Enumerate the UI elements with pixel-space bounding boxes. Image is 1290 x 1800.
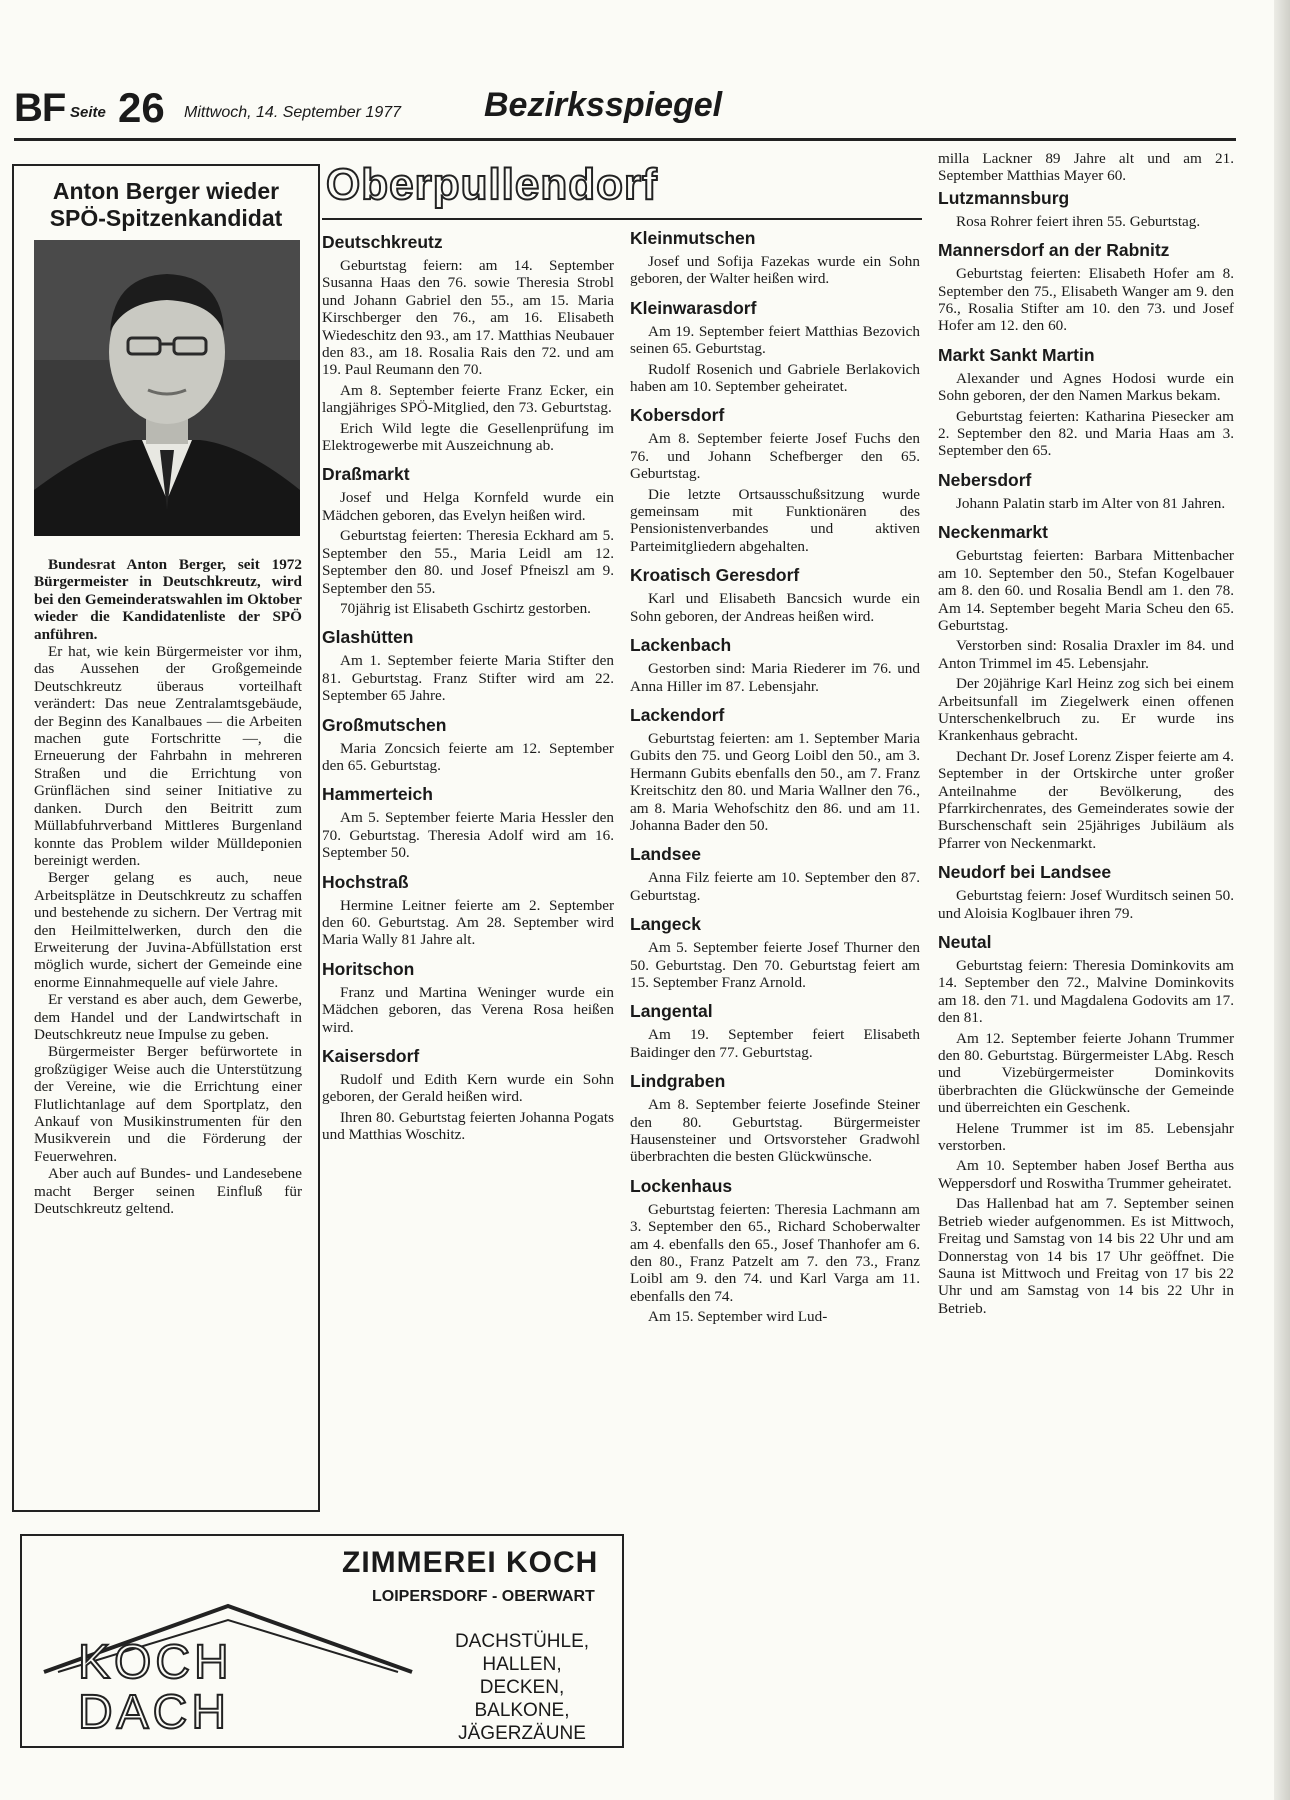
village-section: [938, 470, 1234, 512]
village-heading: Markt Sankt Martin: [938, 344, 1095, 365]
village-heading: Lockenhaus: [630, 1175, 733, 1196]
village-section: [630, 914, 920, 991]
village-news-paragraph: Anna Filz feierte am 10. September den 87. Geburtstag.: [630, 869, 920, 904]
village-news-paragraph: Hermine Leitner feierte am 2. September den 60. Geburtstag. Am 28. September wird Maria Wally 81 Jahre alt.: [322, 896, 614, 949]
village-news-paragraph: Die letzte Ortsausschußsitzung wurde gemeinsam mit Funktionären des Pensionistenverbandes und aktiven Parteimitgliedern abgehalten.: [630, 485, 920, 555]
village-heading: Mannersdorf an der Rabnitz: [938, 240, 1170, 261]
village-news-paragraph: Erich Wild legte die Gesellenprüfung im Elektrogewerbe mit Auszeichnung ab.: [322, 419, 614, 455]
feature-paragraph: Er hat, wie kein Bürgermeister vor ihm, das Aussehen der Großgemeinde Deutschkreutz überaus vorteilhaft verändert: Das neue Zentralamtsgebäude, der Beginn des Kanalbaues — die Arbeiten machen gute Fortschritte —, die Erneuerung der Fahrbahn in mehreren Straßen und die Errichtung von Grünflächen sind seiner Initiative zu danken. Durch den Beitritt zum Müllabfuhrverband Mittleres Burgenland konnte das Problem wilder Mülldeponien bereinigt werden.: [34, 643, 302, 869]
village-news-paragraph: Am 10. September haben Josef Bertha aus Weppersdorf und Roswitha Trummer geheiratet.: [938, 1157, 1234, 1192]
village-news-paragraph: Geburtstag feierten: Theresia Eckhard am 5. September den 55., Maria Leidl am 12. September den 80. und Josef Pfneiszl am 9. September den 55.: [322, 527, 614, 597]
village-news-paragraph: Am 15. September wird Lud-: [648, 1308, 828, 1326]
page-number: 26: [118, 84, 165, 131]
village-news-paragraph: Dechant Dr. Josef Lorenz Zisper feierte am 4. September in der Ortskirche unter großer Anteilnahme der Bevölkerung, des Pfarrkirchenrates, des Gemeinderates sowie der Burschenschaft sein 25jähriges Jubiläum als Pfarrer von Neckenmarkt.: [938, 747, 1234, 852]
village-heading: Deutschkreutz: [322, 232, 443, 252]
village-section: [322, 1046, 614, 1144]
village-heading: Nebersdorf: [938, 469, 1032, 490]
village-heading: Lackenbach: [630, 635, 732, 656]
village-section: [322, 627, 614, 704]
village-section: [630, 635, 920, 695]
village-section: [630, 405, 920, 555]
village-news-paragraph: 70jährig ist Elisabeth Gschirtz gestorben.: [340, 599, 591, 617]
news-column-3: [938, 150, 1234, 1320]
feature-paragraph: Bürgermeister Berger befürwortete in großzügiger Weise auch die Unterstützung der Vereine, wie die Errichtung einer Flutlichtanlage auf dem Sportplatz, den Ankauf von Musikinstrumenten für den Musikverein und die Förderung der Feuerwehren.: [34, 1043, 302, 1165]
village-news-paragraph: Josef und Sofija Fazekas wurde ein Sohn geboren, der Walter heißen wird.: [630, 253, 920, 288]
village-news-paragraph: Rosa Rohrer feiert ihren 55. Geburtstag.: [956, 212, 1201, 230]
village-section: [630, 1001, 920, 1061]
news-column-1: [322, 232, 614, 1147]
village-heading: Kleinmutschen: [630, 228, 756, 248]
village-heading: Hochstraß: [322, 871, 409, 892]
village-news-paragraph: Geburtstag feierten: Barbara Mittenbacher am 10. September den 50., Stefan Kogelbauer am 8. den 60. und Rosalia Bendl am 1. den 78. Am 14. September begeht Maria Scheu den 65. Geburtstag.: [938, 547, 1234, 634]
roof-logo-icon: [38, 1602, 418, 1732]
village-heading: Lutzmannsburg: [938, 187, 1070, 208]
feature-body: [34, 556, 302, 1217]
village-heading: Horitschon: [322, 958, 415, 979]
ad-location: LOIPERSDORF - OBERWART: [372, 1588, 595, 1605]
village-heading: Landsee: [630, 844, 701, 865]
page-edge-shadow: [1274, 0, 1290, 1800]
logo-word-1: KOCH: [78, 1636, 233, 1689]
village-news-paragraph: Rudolf und Edith Kern wurde ein Sohn geboren, der Gerald heißen wird.: [322, 1071, 614, 1106]
feature-paragraph: Aber auch auf Bundes- und Landesebene macht Berger seinen Einfluß für Deutschkreutz geltend.: [34, 1165, 302, 1218]
village-news-paragraph: Maria Zoncsich feierte am 12. September den 65. Geburtstag.: [322, 739, 614, 774]
village-section: [322, 232, 614, 454]
village-news-paragraph: Am 5. September feierte Josef Thurner den 50. Geburtstag. Den 70. Geburtstag feiert am 15. September Franz Arnold.: [630, 939, 920, 991]
village-section: [322, 959, 614, 1036]
village-section: [630, 705, 920, 834]
ad-company: ZIMMEREI KOCH: [342, 1546, 599, 1579]
village-news-paragraph: Am 8. September feierte Franz Ecker, ein langjähriges SPÖ-Mitglied, den 73. Geburtstag.: [322, 381, 614, 417]
masthead: [14, 82, 1236, 141]
portrait-illustration: [34, 240, 300, 536]
village-heading: Lackendorf: [630, 704, 725, 725]
village-news-paragraph: Am 19. September feiert Matthias Bezovich seinen 65. Geburtstag.: [630, 322, 920, 358]
village-section: [322, 715, 614, 775]
ad-service: BALKONE,: [474, 1700, 570, 1721]
ad-service: HALLEN,: [482, 1654, 562, 1675]
feature-headline: Anton Berger wieder SPÖ-Spitzenkandidat: [49, 178, 283, 231]
page-label: Seite: [70, 104, 106, 121]
portrait-photo: [34, 240, 300, 536]
village-section: [938, 188, 1234, 230]
village-heading: Kroatisch Geresdorf: [630, 565, 800, 586]
village-heading: Glashütten: [322, 627, 414, 648]
village-news-paragraph: Geburtstag feierten: Katharina Piesecker am 2. September den 82. und Maria Haas am 3. September den 65.: [938, 407, 1234, 460]
logo-word-2: DACH: [78, 1686, 231, 1732]
village-section: [938, 522, 1234, 852]
village-section: [630, 1176, 920, 1326]
advertisement: [20, 1534, 624, 1748]
village-section: [322, 464, 614, 617]
village-heading: Langeck: [630, 914, 701, 935]
village-news-paragraph: Alexander und Agnes Hodosi wurde ein Sohn geboren, der den Namen Markus bekam.: [938, 369, 1234, 405]
village-heading: Neudorf bei Landsee: [938, 862, 1112, 883]
feature-lead: Bundesrat Anton Berger, seit 1972 Bürgermeister in Deutschkreutz, wird bei den Gemeinderatswahlen im Oktober wieder die Kandidatenliste der SPÖ anführen.: [34, 556, 302, 643]
column-continuation: milla Lackner 89 Jahre alt und am 21. September Matthias Mayer 60.: [938, 150, 1234, 185]
village-heading: Kobersdorf: [630, 405, 725, 426]
issue-date: Mittwoch, 14. September 1977: [184, 104, 402, 121]
village-news-paragraph: Gestorben sind: Maria Riederer im 76. und Anna Hiller im 87. Lebensjahr.: [630, 660, 920, 695]
news-column-3-sections: [938, 188, 1234, 1317]
village-news-paragraph: Johann Palatin starb im Alter von 81 Jahren.: [956, 494, 1226, 512]
village-section: [322, 784, 614, 861]
village-news-paragraph: Geburtstag feierten: Elisabeth Hofer am 8. September den 75., Elisabeth Wanger am 9. den 76., Rosalia Stifter am 10. den 73. und Josef Hofer am 12. den 60.: [938, 265, 1234, 335]
news-column-2: [630, 228, 920, 1329]
village-section: [630, 298, 920, 396]
village-news-paragraph: Rudolf Rosenich und Gabriele Berlakovich haben am 10. September geheiratet.: [630, 360, 920, 396]
village-news-paragraph: Am 8. September feierte Josefinde Steiner den 80. Geburtstag. Bürgermeister Hausensteiner und Ortsvorsteher Gradwohl überbrachten die besten Glückwünsche.: [630, 1096, 920, 1166]
village-news-paragraph: Ihren 80. Geburtstag feierten Johanna Pogats und Matthias Woschitz.: [322, 1108, 614, 1144]
village-section: [322, 872, 614, 949]
ad-service: DECKEN,: [479, 1677, 565, 1698]
village-section: [938, 932, 1234, 1317]
village-news-paragraph: Geburtstag feiern: Josef Wurditsch seinen 50. und Aloisia Koglbauer ihren 79.: [938, 887, 1234, 922]
village-news-paragraph: Geburtstag feierten: Theresia Lachmann am 3. September den 65., Richard Schoberwalter am 4. ebenfalls den 65., Josef Thanhofer am 6. den 80., Franz Patzelt am 7. den 73., Franz Loibl am 9. den 74. und Karl Varga am 11. ebenfalls den 74.: [630, 1200, 920, 1305]
village-news-paragraph: Am 8. September feierte Josef Fuchs den 76. und Johann Schefberger den 65. Geburtstag.: [630, 430, 920, 483]
village-news-paragraph: Josef und Helga Kornfeld wurde ein Mädchen geboren, das Evelyn heißen wird.: [322, 489, 614, 524]
ad-services: [442, 1630, 602, 1745]
section-title: Bezirksspiegel: [484, 86, 723, 124]
village-heading: Großmutschen: [322, 714, 447, 735]
feature-article-box: [12, 164, 320, 1512]
village-heading: Neckenmarkt: [938, 522, 1048, 543]
village-news-paragraph: Das Hallenbad hat am 7. September seinen Betrieb wieder aufgenommen. Es ist Mittwoch, Freitag und Samstag von 14 bis 22 Uhr und am Donnerstag von 14 bis 17 Uhr geöffnet. Die Sauna ist Mittwoch und Freitag von 17 bis 22 Uhr und am Samstag von 14 bis 22 Uhr in Betrieb.: [938, 1195, 1234, 1317]
village-news-paragraph: Verstorben sind: Rosalia Draxler im 84. und Anton Trimmel im 45. Lebensjahr.: [938, 637, 1234, 672]
village-heading: Hammerteich: [322, 784, 433, 805]
village-section: [938, 240, 1234, 335]
village-section: [630, 844, 920, 904]
feature-paragraph: Berger gelang es auch, neue Arbeitsplätze in Deutschkreutz zu schaffen und bestehende zu sichern. Der Vertrag mit den Heilmittelwerken, durch den die Erweiterung der Juvina-Abfüllstation erst möglich wurde, sichert der Gemeinde eine enorme Einnahmequelle auf viele Jahre.: [34, 869, 302, 991]
village-news-paragraph: Karl und Elisabeth Bancsich wurde ein Sohn geboren, der Andreas heißen wird.: [630, 590, 920, 625]
ad-service: JÄGERZÄUNE: [458, 1723, 586, 1744]
village-news-paragraph: Geburtstag feierten: am 1. September Maria Gubits den 75. und Georg Loibl den 50., am 3. Hermann Gubits ebenfalls den 50., am 7. Franz Kreitschitz den 80. und Maria Wallner den 76., am 8. Maria Wehofschitz den 86. und am 11. Johanna Bader den 50.: [630, 729, 920, 834]
village-news-paragraph: Franz und Martina Weninger wurde ein Mädchen geboren, das Verena Rosa heißen wird.: [322, 983, 614, 1036]
village-heading: Neutal: [938, 932, 992, 952]
village-heading: Kaisersdorf: [322, 1046, 420, 1066]
village-news-paragraph: Am 12. September feierte Johann Trummer den 80. Geburtstag. Bürgermeister LAbg. Resch und Vizebürgermeister Dominkovits überbrachten die Glückwünsche der Gemeinde und überreichten ein Geschenk.: [938, 1029, 1234, 1117]
district-heading-bar: [322, 160, 922, 220]
feature-paragraph: Er verstand es aber auch, dem Gewerbe, dem Handel und der Landwirtschaft in Deutschkreutz neue Impulse zu geben.: [34, 991, 302, 1043]
village-section: [938, 862, 1234, 922]
village-news-paragraph: Geburtstag feiern: am 14. September Susanna Haas den 76. sowie Theresia Strobl und Johann Gabriel den 55., am 15. Maria Kirschberger den 76., am 16. Elisabeth Wiedeschitz den 93., am 17. Matthias Neubauer den 83., am 18. Rosalia Rais den 72. und am 19. Paul Reumann den 70.: [322, 257, 614, 379]
village-news-paragraph: Am 19. September feiert Elisabeth Baidinger den 77. Geburtstag.: [630, 1026, 920, 1061]
village-heading: Lindgraben: [630, 1071, 726, 1092]
ad-service: DACHSTÜHLE,: [454, 1631, 590, 1652]
village-news-paragraph: Geburtstag feiern: Theresia Dominkovits am 14. September den 72., Malvine Dominkovits am 18. den 71. und Magdalena Godovits am 17. den 81.: [938, 957, 1234, 1027]
district-heading: Oberpullendorf: [326, 160, 658, 209]
village-section: [630, 1071, 920, 1166]
village-news-paragraph: Am 5. September feierte Maria Hessler den 70. Geburtstag. Theresia Adolf wird am 16. September 50.: [322, 809, 614, 862]
village-news-paragraph: Der 20jährige Karl Heinz zog sich bei einem Arbeitsunfall im Ziegelwerk einen offenen Unterschenkelbruch zu. Er wurde ins Krankenhaus gebracht.: [938, 675, 1234, 745]
village-news-paragraph: Am 1. September feierte Maria Stifter den 81. Geburtstag. Franz Stifter wird am 22. September 65 Jahre.: [322, 652, 614, 705]
village-heading: Kleinwarasdorf: [630, 297, 757, 318]
village-section: [938, 345, 1234, 460]
village-section: [630, 565, 920, 625]
village-heading: Langental: [630, 1001, 713, 1022]
paper-logo: BF: [14, 86, 66, 130]
village-heading: Draßmarkt: [322, 464, 410, 485]
village-section: [630, 228, 920, 288]
village-news-paragraph: Helene Trummer ist im 85. Lebensjahr verstorben.: [938, 1119, 1234, 1155]
